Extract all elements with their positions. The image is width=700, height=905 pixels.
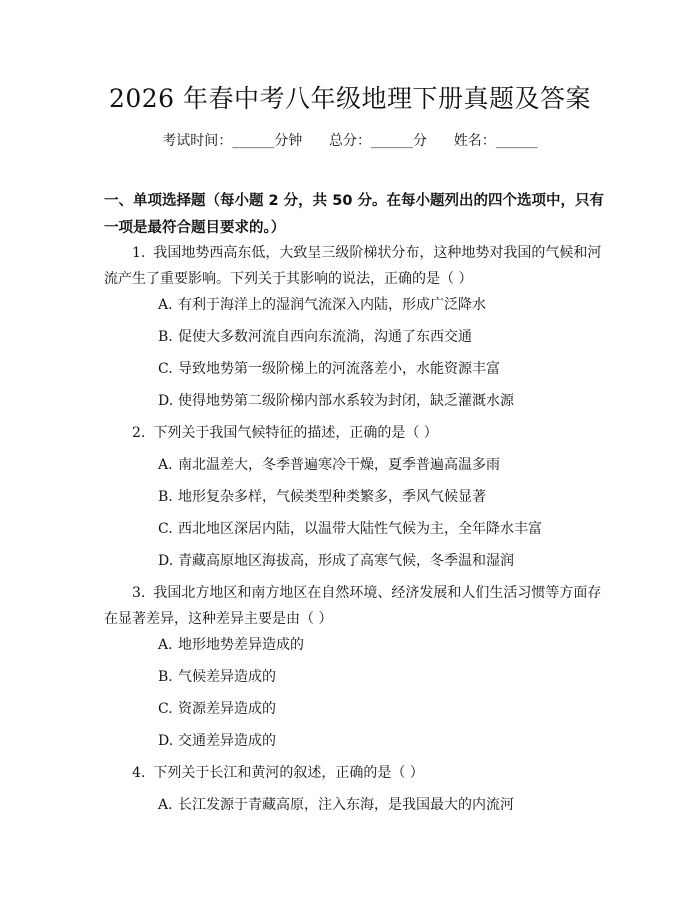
- option-letter: A.: [158, 797, 173, 813]
- exam-title: 2026 年春中考八年级地理下册真题及答案: [108, 84, 592, 113]
- option-text: 有利于海洋上的湿润气流深入内陆，形成广泛降水: [178, 297, 486, 313]
- option-letter: B.: [158, 329, 173, 345]
- question-2-option-a: [158, 455, 608, 475]
- option-letter: D.: [158, 733, 174, 749]
- option-text: 使得地势第二级阶梯内部水系较为封闭，缺乏灌溉水源: [178, 393, 514, 409]
- question-number: 2.: [132, 425, 146, 441]
- option-text: 交通差异造成的: [178, 733, 276, 749]
- question-3-option-c: [158, 699, 608, 719]
- question-1-option-b: [158, 327, 608, 347]
- question-1: [104, 240, 609, 292]
- option-text: 气候差异造成的: [178, 669, 276, 685]
- option-text: 地形复杂多样，气候类型种类繁多，季风气候显著: [178, 489, 486, 505]
- question-stem: 下列关于长江和黄河的叙述，正确的是（ ）: [153, 765, 424, 781]
- question-2-option-d: [158, 551, 608, 571]
- option-letter: C.: [158, 701, 173, 717]
- option-text: 资源差异造成的: [178, 701, 276, 717]
- question-2: [104, 420, 609, 446]
- option-letter: B.: [158, 669, 173, 685]
- option-letter: C.: [158, 521, 173, 537]
- question-1-option-a: [158, 295, 608, 315]
- option-text: 导致地势第一级阶梯上的河流落差小，水能资源丰富: [178, 361, 500, 377]
- option-text: 青藏高原地区海拔高，形成了高寒气候，冬季温和湿润: [178, 553, 514, 569]
- question-4: [104, 760, 609, 786]
- question-3: [104, 580, 609, 632]
- option-letter: A.: [158, 637, 173, 653]
- student-name-field: 姓名：______: [453, 133, 538, 149]
- question-number: 4.: [132, 765, 146, 781]
- option-letter: C.: [158, 361, 173, 377]
- option-letter: A.: [158, 457, 173, 473]
- total-score-field: 总分：______分: [329, 133, 427, 149]
- option-text: 西北地区深居内陆，以温带大陆性气候为主，全年降水丰富: [178, 521, 542, 537]
- question-1-option-d: [158, 391, 608, 411]
- question-1-option-c: [158, 359, 608, 379]
- option-letter: D.: [158, 553, 174, 569]
- question-4-option-a: [158, 795, 608, 815]
- question-3-option-b: [158, 667, 608, 687]
- option-letter: A.: [158, 297, 173, 313]
- question-stem: 我国地势西高东低，大致呈三级阶梯状分布，这种地势对我国的气候和河流产生了重要影响。下列关于其影响的说法，正确的是（ ）: [104, 245, 602, 287]
- option-text: 促使大多数河流自西向东流淌，沟通了东西交通: [178, 329, 472, 345]
- question-number: 3.: [132, 585, 146, 601]
- exam-time-field: 考试时间：______分钟: [162, 133, 303, 149]
- option-text: 长江发源于青藏高原，注入东海，是我国最大的内流河: [178, 797, 514, 813]
- option-text: 地形地势差异造成的: [178, 637, 304, 653]
- option-letter: D.: [158, 393, 174, 409]
- question-stem: 我国北方地区和南方地区在自然环境、经济发展和人们生活习惯等方面存在显著差异，这种差异主要是由（ ）: [104, 585, 602, 627]
- question-2-option-c: [158, 519, 608, 539]
- option-letter: B.: [158, 489, 173, 505]
- question-stem: 下列关于我国气候特征的描述，正确的是（ ）: [153, 425, 438, 441]
- question-2-option-b: [158, 487, 608, 507]
- section-heading: 一、单项选择题（每小题 2 分，共 50 分。在每小题列出的四个选项中，只有一项是最符合题目要求的。）: [104, 193, 604, 236]
- option-text: 南北温差大，冬季普遍寒冷干燥，夏季普遍高温多雨: [178, 457, 500, 473]
- question-3-option-a: [158, 635, 608, 655]
- exam-meta-line: [0, 131, 700, 151]
- question-3-option-d: [158, 731, 608, 751]
- question-number: 1.: [132, 245, 146, 261]
